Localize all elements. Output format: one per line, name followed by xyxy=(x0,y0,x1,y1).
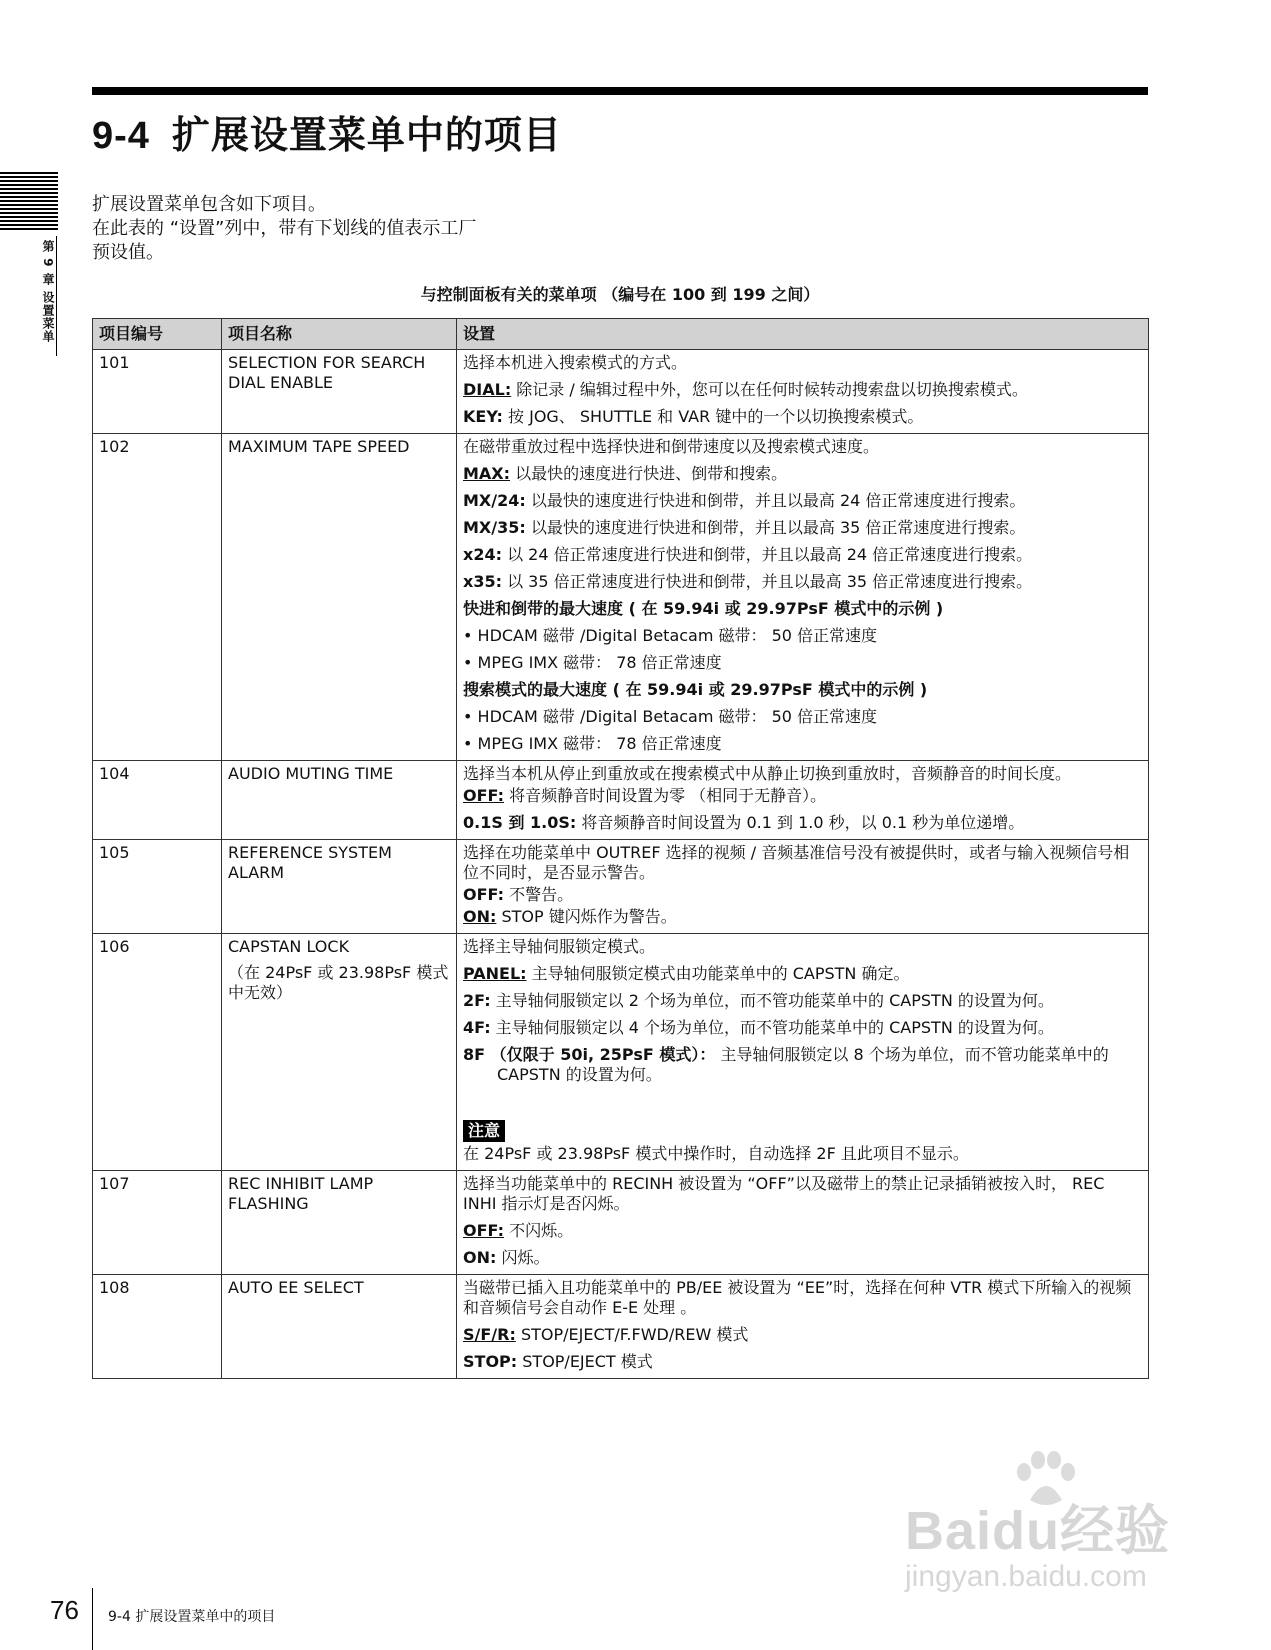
setting-option: PANEL: 主导轴伺服锁定模式由功能菜单中的 CAPSTN 确定。 xyxy=(463,964,910,983)
subheading: 搜索模式的最大速度 ( 在 59.94i 或 29.97PsF 模式中的示例 ) xyxy=(463,680,928,699)
setting-option: 4F: 主导轴伺服锁定以 4 个场为单位，而不管功能菜单中的 CAPSTN 的设置为何。 xyxy=(463,1018,1054,1037)
chapter-tab-label: 第 9 章 设置菜单 xyxy=(41,240,55,343)
setting-option: x35: 以 35 倍正常速度进行快进和倒带，并且以最高 35 倍正常速度进行搜索。 xyxy=(463,572,1033,591)
intro-line: 扩展设置菜单包含如下项目。 xyxy=(92,194,326,215)
item-settings xyxy=(457,934,1149,1171)
table-row xyxy=(93,761,1149,840)
setting-description: 选择主导轴伺服锁定模式。 xyxy=(463,937,656,956)
subheading: 快进和倒带的最大速度 ( 在 59.94i 或 29.97PsF 模式中的示例 ) xyxy=(463,599,944,618)
setting-description: 选择当本机从停止到重放或在搜索模式中从静止切换到重放时，音频静音的时间长度。 xyxy=(463,764,1072,783)
setting-option: DIAL: 除记录 / 编辑过程中外，您可以在任何时候转动搜索盘以切换搜索模式。 xyxy=(463,380,1028,399)
bullet-item: • HDCAM 磁带 /Digital Betacam 磁带： 50 倍正常速度 xyxy=(463,626,1142,646)
table-row xyxy=(93,840,1149,934)
item-name: AUTO EE SELECT xyxy=(222,1275,457,1379)
item-number: 104 xyxy=(93,761,222,840)
item-number: 108 xyxy=(93,1275,222,1379)
column-header-settings: 设置 xyxy=(457,319,1149,350)
item-name: AUDIO MUTING TIME xyxy=(222,761,457,840)
setting-description: 在磁带重放过程中选择快进和倒带速度以及搜索模式速度。 xyxy=(463,437,880,456)
table-header-row xyxy=(93,319,1149,350)
item-name: REFERENCE SYSTEM ALARM xyxy=(222,840,457,934)
header-rule xyxy=(92,87,1148,95)
item-name: MAXIMUM TAPE SPEED xyxy=(222,434,457,761)
table-row xyxy=(93,434,1149,761)
watermark-brand: Baidu经验 xyxy=(905,1501,1171,1561)
item-name-note: （在 24PsF 或 23.98PsF 模式中无效） xyxy=(228,963,449,1002)
watermark-url: jingyan.baidu.com xyxy=(905,1560,1147,1593)
item-settings xyxy=(457,761,1149,840)
item-name-text: CAPSTAN LOCK xyxy=(228,937,350,956)
setting-description: 选择当功能菜单中的 RECINH 被设置为 “OFF”以及磁带上的禁止记录插销被按入时， REC INHI 指示灯是否闪烁。 xyxy=(463,1174,1105,1213)
item-settings xyxy=(457,840,1149,934)
item-number: 102 xyxy=(93,434,222,761)
setting-option: ON: 闪烁。 xyxy=(463,1248,550,1267)
setting-option: OFF: 不警告。 xyxy=(463,885,574,904)
setting-option: 2F: 主导轴伺服锁定以 2 个场为单位，而不管功能菜单中的 CAPSTN 的设置为何。 xyxy=(463,991,1054,1010)
item-name: REC INHIBIT LAMP FLASHING xyxy=(222,1171,457,1275)
setting-description: 选择在功能菜单中 OUTREF 选择的视频 / 音频基准信号没有被提供时，或者与输入视频信号相位不同时，是否显示警告。 xyxy=(463,843,1130,882)
item-number: 101 xyxy=(93,350,222,434)
note-text: 在 24PsF 或 23.98PsF 模式中操作时，自动选择 2F 且此项目不显示。 xyxy=(463,1144,969,1163)
item-settings xyxy=(457,1275,1149,1379)
intro-paragraph xyxy=(92,193,476,265)
intro-line: 预设值。 xyxy=(92,242,164,263)
setting-option: MAX: 以最快的速度进行快进、倒带和搜索。 xyxy=(463,464,788,483)
table-row xyxy=(93,350,1149,434)
table-row xyxy=(93,1171,1149,1275)
bullet-item: • MPEG IMX 磁带： 78 倍正常速度 xyxy=(463,653,1142,673)
column-header-number: 项目编号 xyxy=(93,319,222,350)
table-row xyxy=(93,934,1149,1171)
setting-option: ON: STOP 键闪烁作为警告。 xyxy=(463,907,677,926)
setting-option: MX/35: 以最快的速度进行快进和倒带，并且以最高 35 倍正常速度进行搜索。 xyxy=(463,518,1026,537)
setting-option: OFF: 将音频静音时间设置为零 （相同于无静音）。 xyxy=(463,786,827,805)
setting-option: STOP: STOP/EJECT 模式 xyxy=(463,1352,653,1371)
footer-section: 9-4 扩展设置菜单中的项目 xyxy=(108,1609,276,1625)
column-header-name: 项目名称 xyxy=(222,319,457,350)
item-settings xyxy=(457,1171,1149,1275)
table-caption: 与控制面板有关的菜单项 （编号在 100 到 199 之间） xyxy=(420,285,820,304)
section-title: 扩展设置菜单中的项目 xyxy=(171,113,562,157)
setting-option: OFF: 不闪烁。 xyxy=(463,1221,574,1240)
note-label: 注意 xyxy=(463,1120,505,1142)
setting-description: 选择本机进入搜索模式的方式。 xyxy=(463,353,688,372)
item-settings xyxy=(457,350,1149,434)
setting-option: 0.1S 到 1.0S: 将音频静音时间设置为 0.1 到 1.0 秒，以 0.1 秒为单位递增。 xyxy=(463,813,1025,832)
watermark xyxy=(905,1450,1205,1593)
menu-items-table xyxy=(92,318,1149,1379)
section-number: 9-4 xyxy=(92,115,150,157)
setting-option: S/F/R: STOP/EJECT/F.FWD/REW 模式 xyxy=(463,1325,749,1344)
bullet-item: • HDCAM 磁带 /Digital Betacam 磁带： 50 倍正常速度 xyxy=(463,707,1142,727)
item-number: 106 xyxy=(93,934,222,1171)
item-settings xyxy=(457,434,1149,761)
item-name: SELECTION FOR SEARCH DIAL ENABLE xyxy=(222,350,457,434)
table-row xyxy=(93,1275,1149,1379)
item-name xyxy=(222,934,457,1171)
page-number: 76 xyxy=(50,1595,79,1625)
bullet-item: • MPEG IMX 磁带： 78 倍正常速度 xyxy=(463,734,1142,754)
setting-option: x24: 以 24 倍正常速度进行快进和倒带，并且以最高 24 倍正常速度进行搜索。 xyxy=(463,545,1033,564)
item-number: 107 xyxy=(93,1171,222,1275)
chapter-tab-stripes xyxy=(0,172,58,230)
intro-line: 在此表的 “设置”列中，带有下划线的值表示工厂 xyxy=(92,218,477,239)
setting-option: MX/24: 以最快的速度进行快进和倒带，并且以最高 24 倍正常速度进行搜索。 xyxy=(463,491,1026,510)
setting-option: 8F （仅限于 50i, 25PsF 模式）： 主导轴伺服锁定以 8 个场为单位，而不管功能菜单中的 CAPSTN 的设置为何。 xyxy=(463,1045,1109,1084)
setting-option: KEY: 按 JOG、 SHUTTLE 和 VAR 键中的一个以切换搜索模式。 xyxy=(463,407,924,426)
setting-description: 当磁带已插入且功能菜单中的 PB/EE 被设置为 “EE”时，选择在何种 VTR 模式下所输入的视频和音频信号会自动作 E-E 处理 。 xyxy=(463,1278,1132,1317)
page-title xyxy=(92,104,562,159)
item-number: 105 xyxy=(93,840,222,934)
footer-rule xyxy=(92,1588,93,1650)
